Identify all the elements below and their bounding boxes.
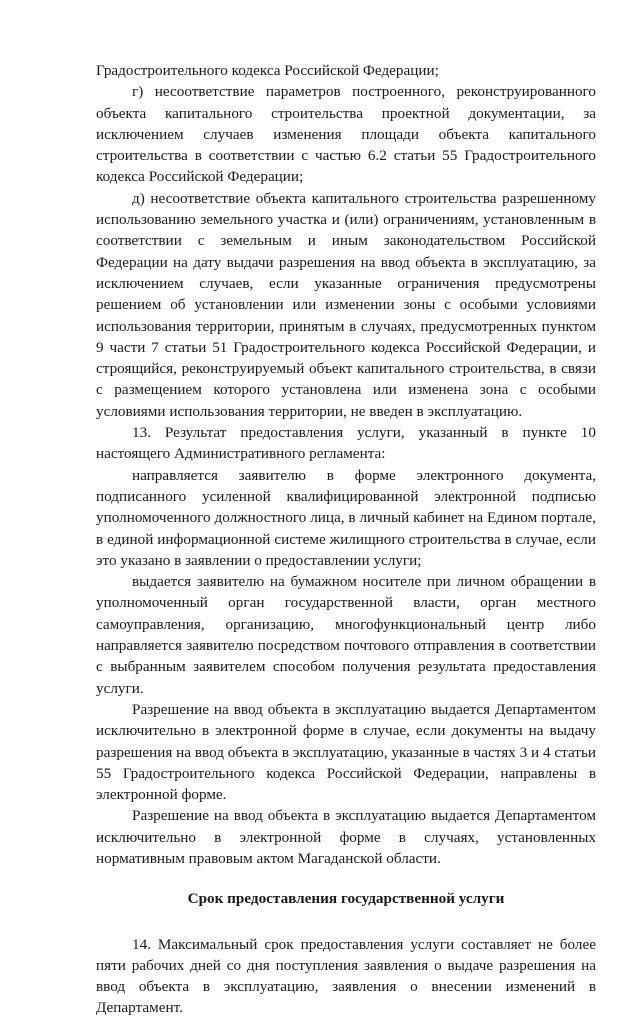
paragraph-clause-14: 14. Максимальный срок предоставления услуги составляет не более пяти рабочих дней со дня поступления заявления о выдаче разрешения на ввод объекта в эксплуатацию, заявления о внесении изменений в Департамент. <box>96 935 596 1017</box>
paragraph-clause-13: 13. Результат предоставления услуги, указанный в пункте 10 настоящего Административного регламента: <box>96 424 596 463</box>
section-heading: Срок предоставления государственной услуги <box>187 890 505 908</box>
paragraph-electronic-delivery: направляется заявителю в форме электронного документа, подписанного усиленной квалифицированной электронной подписью уполномоченного должностного лица, в личный кабинет на Едином портале, в единой информационной системе жилищного строительства в случае, если это указано в заявлении о предоставлении услуги; <box>96 466 596 569</box>
document-page <box>96 60 596 1019</box>
paragraph-electronic-permit-2: Разрешение на ввод объекта в эксплуатацию выдается Департаментом исключительно в электронной форме в случаях, установленных нормативным правовым актом Магаданской области. <box>96 807 596 867</box>
paragraph-paper-delivery: выдается заявителю на бумажном носителе при личном обращении в уполномоченный орган государственной власти, орган местного самоуправления, организацию, многофункциональный центр либо направляется заявителю посредством почтового отправления в соответствии с выбранным заявителем способом получения результата предоставления услуги. <box>96 573 596 697</box>
paragraph-item-d: д) несоответствие объекта капитального строительства разрешенному использованию земельного участка и (или) ограничениям, установленным в соответствии с земельным и иным законодательством Российской Федерации на дату выдачи разрешения на ввод объекта в эксплуатацию, за исключением случаев, если указанные ограничения предусмотрены решением об установлении или изменении зоны с особыми условиями использования территории, принятым в случаях, предусмотренных пунктом 9 части 7 статьи 51 Градостроительного кодекса Российской Федерации, и строящийся, реконструируемый объект капитального строительства, в связи с размещением которого установлена или изменена зона с особыми условиями использования территории, не введен в эксплуатацию. <box>96 189 596 420</box>
paragraph-item-g: г) несоответствие параметров построенного, реконструированного объекта капитального строительства проектной документации, за исключением случаев изменения площади объекта капитального строительства в соответствии с частью 6.2 статьи 55 Градостроительного кодекса Российской Федерации; <box>96 83 596 186</box>
paragraph-continuation: Градостроительного кодекса Российской Федерации; <box>96 62 439 79</box>
paragraph-electronic-permit-1: Разрешение на ввод объекта в эксплуатацию выдается Департаментом исключительно в электронной форме в случае, если документы на выдачу разрешения на ввод объекта в эксплуатацию, указанные в частях 3 и 4 статьи 55 Градостроительного кодекса Российской Федерации, направлены в электронной форме. <box>96 700 596 804</box>
